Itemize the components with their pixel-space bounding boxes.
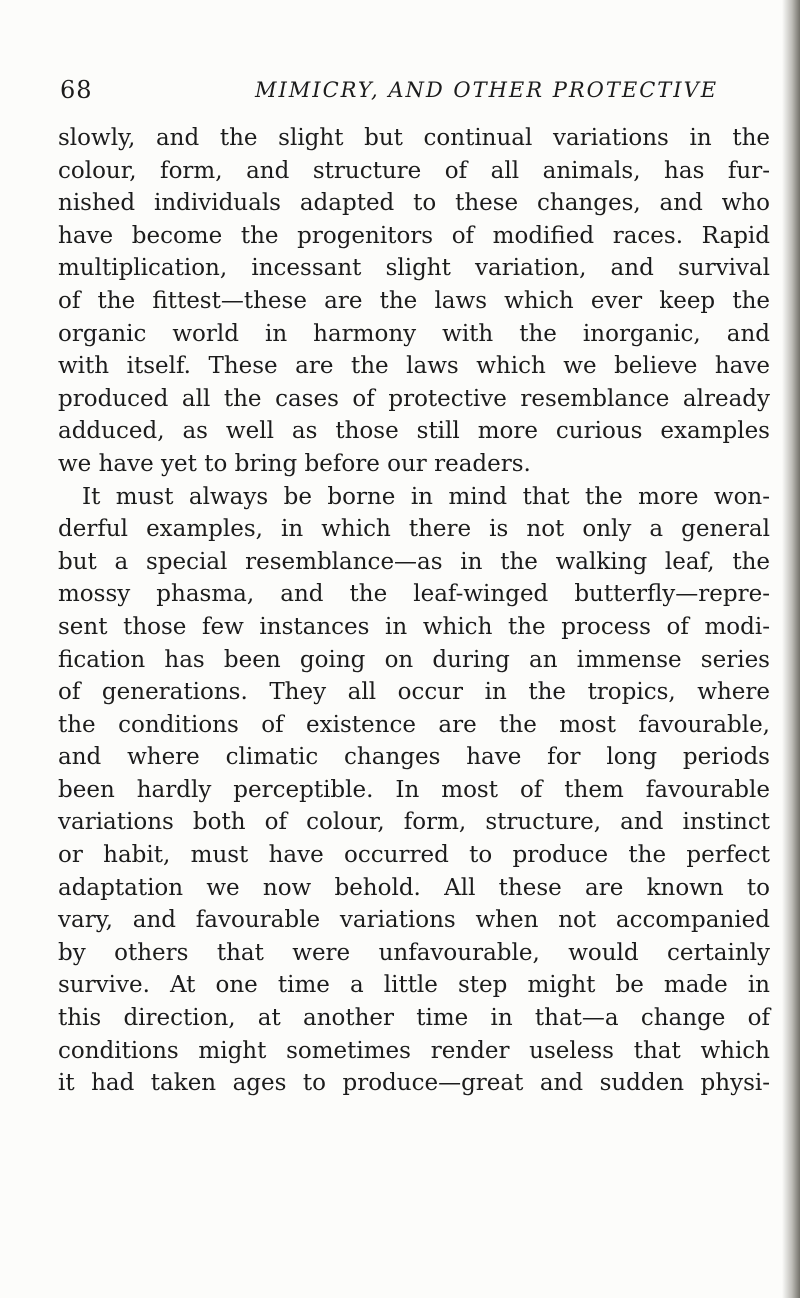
text-line: vary, and favourable variations when not accompanied bbox=[58, 907, 770, 934]
text-line: of the fittest—these are the laws which ever keep the bbox=[58, 287, 770, 314]
text-line: it had taken ages to produce—great and sudden physi- bbox=[58, 1070, 770, 1097]
text-line: fication has been going on during an immense series bbox=[58, 646, 770, 673]
running-head bbox=[0, 76, 800, 110]
text-line: have become the progenitors of modified races. Rapid bbox=[58, 222, 770, 249]
text-line: the conditions of existence are the most favourable, bbox=[58, 711, 770, 738]
running-title: MIMICRY, AND OTHER PROTECTIVE bbox=[255, 78, 719, 102]
text-line: multiplication, incessant slight variation, and survival bbox=[58, 255, 770, 282]
text-line: colour, form, and structure of all animals, has fur- bbox=[58, 157, 770, 184]
text-line: and where climatic changes have for long periods bbox=[58, 744, 770, 771]
text-line: this direction, at another time in that—a change of bbox=[58, 1005, 770, 1032]
body-text bbox=[58, 122, 770, 1100]
text-line: organic world in harmony with the inorganic, and bbox=[58, 320, 770, 347]
paragraph-end-line: we have yet to bring before our readers. bbox=[58, 450, 531, 477]
text-line: derful examples, in which there is not only a general bbox=[58, 516, 770, 543]
text-line: produced all the cases of protective resemblance already bbox=[58, 385, 770, 412]
text-line: sent those few instances in which the process of modi- bbox=[58, 613, 770, 640]
text-line: adduced, as well as those still more curious examples bbox=[58, 418, 770, 445]
text-line: variations both of colour, form, structure, and instinct bbox=[58, 809, 770, 836]
text-line: been hardly perceptible. In most of them favourable bbox=[58, 776, 770, 803]
text-line: by others that were unfavourable, would certainly bbox=[58, 939, 770, 966]
paragraph-start-line: It must always be borne in mind that the more won- bbox=[82, 483, 770, 510]
text-line: but a special resemblance—as in the walking leaf, the bbox=[58, 548, 770, 575]
text-line: adaptation we now behold. All these are known to bbox=[58, 874, 770, 901]
text-line: of generations. They all occur in the tropics, where bbox=[58, 679, 770, 706]
text-line: mossy phasma, and the leaf-winged butterfly—repre- bbox=[58, 581, 770, 608]
text-line: or habit, must have occurred to produce the perfect bbox=[58, 842, 770, 869]
page-number: 68 bbox=[60, 76, 93, 104]
text-line: slowly, and the slight but continual variations in the bbox=[58, 125, 770, 151]
text-line: survive. At one time a little step might be made in bbox=[58, 972, 770, 999]
page-edge-shadow bbox=[782, 0, 800, 1298]
text-line: conditions might sometimes render useless that which bbox=[58, 1037, 770, 1064]
text-line: with itself. These are the laws which we believe have bbox=[58, 353, 770, 380]
text-line: nished individuals adapted to these changes, and who bbox=[58, 190, 770, 217]
